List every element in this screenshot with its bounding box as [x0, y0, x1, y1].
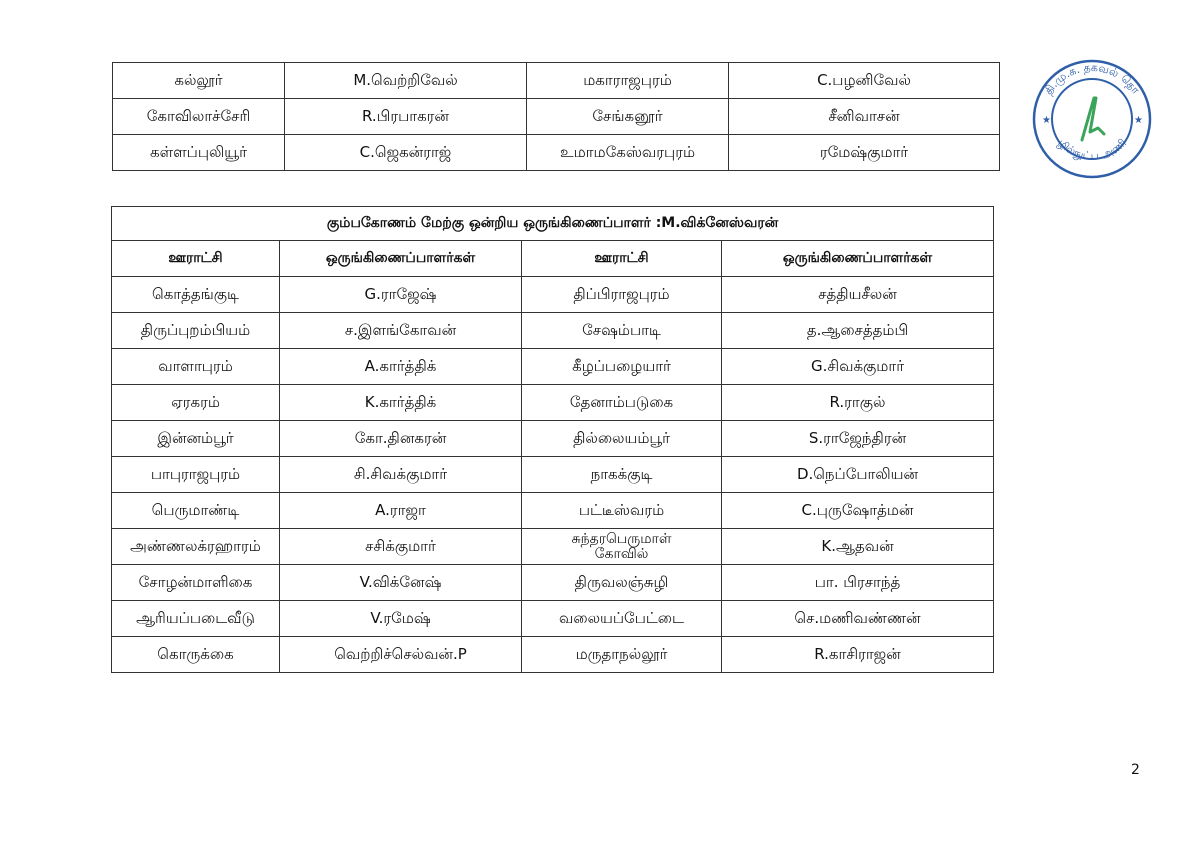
panchayat-cell: தேனாம்படுகை — [522, 385, 722, 421]
panchayat-cell: உமாமகேஸ்வரபுரம் — [527, 135, 729, 171]
table-row — [112, 637, 994, 673]
coordinator-cell: சத்தியசீலன் — [722, 277, 994, 313]
coordinator-cell: சி.சிவக்குமார் — [280, 457, 522, 493]
panchayat-cell: மகாராஜபுரம் — [527, 63, 729, 99]
coordinator-cell: சீனிவாசன் — [729, 99, 1000, 135]
table-row — [112, 601, 994, 637]
coordinator-cell: K.கார்த்திக் — [280, 385, 522, 421]
coordinator-cell: A.கார்த்திக் — [280, 349, 522, 385]
panchayat-cell: கல்லூர் — [113, 63, 285, 99]
panchayat-cell: நாகக்குடி — [522, 457, 722, 493]
coordinator-cell: G.சிவக்குமார் — [722, 349, 994, 385]
coordinator-cell: R.பிரபாகரன் — [285, 99, 527, 135]
coordinator-cell: சசிக்குமார் — [280, 529, 522, 565]
table-row — [113, 135, 1000, 171]
top-continuation-table — [112, 62, 1000, 171]
panchayat-cell: கொத்தங்குடி — [112, 277, 280, 313]
panchayat-cell: சேஷம்பாடி — [522, 313, 722, 349]
coordinator-cell: V.விக்னேஷ் — [280, 565, 522, 601]
panchayat-cell: ஏரகரம் — [112, 385, 280, 421]
coordinator-cell: K.ஆதவன் — [722, 529, 994, 565]
coordinators-table — [111, 206, 994, 673]
panchayat-cell: சேங்கனூர் — [527, 99, 729, 135]
panchayat-cell: கள்ளப்புலியூர் — [113, 135, 285, 171]
coordinator-cell: M.வெற்றிவேல் — [285, 63, 527, 99]
coordinator-cell: A.ராஜா — [280, 493, 522, 529]
header-row — [112, 241, 994, 277]
coordinator-cell: செ.மணிவண்ணன் — [722, 601, 994, 637]
panchayat-cell: பாபுராஜபுரம் — [112, 457, 280, 493]
seal-text-bottom: ழில்நுட்ப அணி — [1055, 136, 1129, 163]
panchayat-cell: ஆரியப்படைவீடு — [112, 601, 280, 637]
table-row — [112, 565, 994, 601]
table-row — [113, 99, 1000, 135]
panchayat-cell: கொருக்கை — [112, 637, 280, 673]
caption-row — [112, 207, 994, 241]
panchayat-cell: கோவிலாச்சேரி — [113, 99, 285, 135]
organization-seal — [1030, 58, 1154, 180]
panchayat-cell: திப்பிராஜபுரம் — [522, 277, 722, 313]
panchayat-cell: வாளாபுரம் — [112, 349, 280, 385]
panchayat-cell: வலையப்பேட்டை — [522, 601, 722, 637]
coordinator-cell: பா. பிரசாந்த் — [722, 565, 994, 601]
star-icon: ★ — [1134, 115, 1143, 126]
coordinator-cell: C.பழனிவேல் — [729, 63, 1000, 99]
panchayat-cell: தில்லையம்பூர் — [522, 421, 722, 457]
coordinator-cell: கோ.தினகரன் — [280, 421, 522, 457]
coordinator-cell: G.ராஜேஷ் — [280, 277, 522, 313]
star-icon: ★ — [1042, 115, 1051, 126]
table-row — [113, 63, 1000, 99]
panchayat-cell: சோழன்மாளிகை — [112, 565, 280, 601]
column-header-panchayat: ஊராட்சி — [112, 241, 280, 277]
coordinator-cell: R.காசிராஜன் — [722, 637, 994, 673]
panchayat-cell: சுந்தரபெருமாள் கோவில் — [522, 529, 722, 565]
panchayat-cell: இன்னம்பூர் — [112, 421, 280, 457]
table-row — [112, 385, 994, 421]
column-header-coordinators: ஒருங்கிணைப்பாளர்கள் — [280, 241, 522, 277]
table-row — [112, 529, 994, 565]
coordinator-cell: R.ராகுல் — [722, 385, 994, 421]
coordinator-cell: ரமேஷ்குமார் — [729, 135, 1000, 171]
coordinator-cell: C.புருஷோத்மன் — [722, 493, 994, 529]
column-header-panchayat: ஊராட்சி — [522, 241, 722, 277]
coordinator-cell: V.ரமேஷ் — [280, 601, 522, 637]
panchayat-cell: பெருமாண்டி — [112, 493, 280, 529]
table-row — [112, 457, 994, 493]
panchayat-cell: திருப்புறம்பியம் — [112, 313, 280, 349]
coordinator-cell: ச.இளங்கோவன் — [280, 313, 522, 349]
table-row — [112, 277, 994, 313]
pen-logo-icon — [1082, 98, 1104, 140]
panchayat-cell: கீழப்பழையார் — [522, 349, 722, 385]
coordinator-cell: C.ஜெகன்ராஜ் — [285, 135, 527, 171]
seal-text-top: தி.மு.க. தகவல் தொ — [1041, 60, 1143, 97]
page-number: 2 — [1131, 762, 1140, 778]
table-row — [112, 421, 994, 457]
table-row — [112, 313, 994, 349]
panchayat-cell: அண்ணலக்ரஹாரம் — [112, 529, 280, 565]
table-row — [112, 493, 994, 529]
coordinator-cell: வெற்றிச்செல்வன்.P — [280, 637, 522, 673]
table-caption: கும்பகோணம் மேற்கு ஒன்றிய ஒருங்கிணைப்பாளர் :M.விக்னேஸ்வரன் — [112, 207, 994, 241]
column-header-coordinators: ஒருங்கிணைப்பாளர்கள் — [722, 241, 994, 277]
coordinator-cell: D.நெப்போலியன் — [722, 457, 994, 493]
panchayat-cell: மருதாநல்லூர் — [522, 637, 722, 673]
coordinator-cell: த.ஆசைத்தம்பி — [722, 313, 994, 349]
panchayat-cell: திருவலஞ்சுழி — [522, 565, 722, 601]
coordinator-cell: S.ராஜேந்திரன் — [722, 421, 994, 457]
panchayat-cell: பட்டீஸ்வரம் — [522, 493, 722, 529]
table-row — [112, 349, 994, 385]
